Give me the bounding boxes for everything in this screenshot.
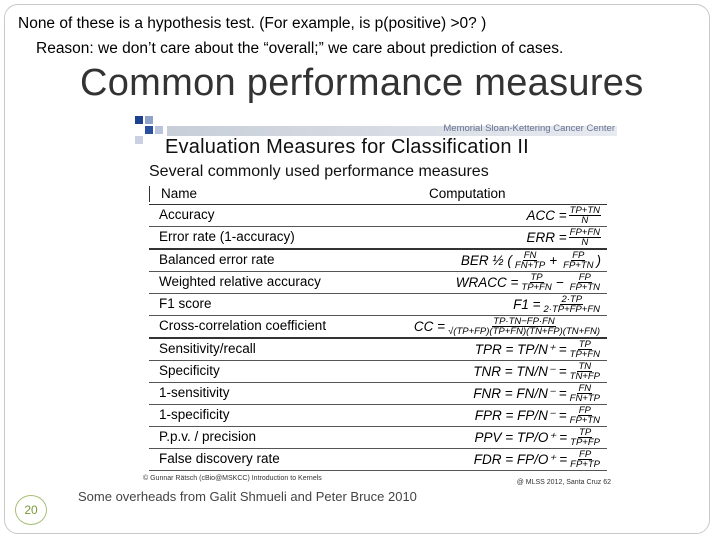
denominator: N — [581, 215, 589, 226]
denominator: FP+TN — [569, 282, 600, 293]
measure-name: 1-sensitivity — [159, 385, 230, 400]
institution-label: Memorial Sloan-Kettering Cancer Center — [443, 123, 615, 134]
measure-name: Accuracy — [159, 207, 215, 222]
fraction — [569, 273, 601, 292]
fraction — [543, 295, 602, 314]
denominator: TN+FP — [569, 371, 600, 382]
denominator: FN+TP — [569, 393, 600, 404]
table-divider — [149, 186, 150, 202]
fraction — [569, 362, 601, 381]
page-number: 20 — [24, 503, 38, 517]
table-row — [149, 405, 607, 427]
fraction — [514, 251, 546, 270]
denominator: 2·TP+FP+FN — [543, 304, 600, 315]
operator: + — [549, 253, 558, 268]
table-row — [149, 205, 607, 227]
denominator: N — [581, 237, 589, 248]
measure-name: Specificity — [159, 363, 220, 378]
embedded-title: Evaluation Measures for Classification II — [165, 136, 529, 158]
table-row — [149, 383, 607, 405]
footer-right: @ MLSS 2012, Santa Cruz 62 — [516, 479, 611, 486]
table-row — [149, 227, 607, 250]
table-row — [149, 294, 607, 316]
header-computation: Computation — [429, 186, 506, 201]
decor-square — [135, 116, 143, 124]
numerator: FN — [578, 383, 592, 394]
denominator: FN+TP — [514, 260, 546, 271]
measure-formula — [414, 316, 601, 337]
measure-name: 1-specificity — [159, 407, 230, 422]
table-row — [149, 339, 607, 361]
measure-name: False discovery rate — [159, 451, 280, 466]
measure-name: F1 score — [159, 296, 212, 311]
measure-formula — [513, 294, 601, 315]
fraction — [569, 228, 601, 247]
formula-lhs: F1 = — [513, 297, 541, 312]
decor-square — [145, 116, 153, 124]
embedded-slide-image — [135, 114, 617, 494]
denominator: √(TP+FP)(TP+FN)(TN+FP)(TN+FN) — [448, 326, 600, 337]
fraction — [562, 251, 594, 270]
denominator: FP+TP — [570, 459, 600, 470]
fraction — [569, 428, 601, 447]
measure-formula — [475, 427, 602, 448]
source-note: Some overheads from Galit Shmueli and Peter Bruce 2010 — [78, 489, 417, 504]
formula-lhs: WRACC = — [455, 275, 519, 290]
formula-lhs: FPR = FP/N⁻ = — [474, 407, 567, 423]
denominator: TP+FN — [569, 349, 600, 360]
measure-formula — [474, 449, 601, 470]
denominator: TP+FP — [570, 437, 600, 448]
measure-formula — [473, 361, 601, 382]
denominator: FP+TN — [563, 260, 594, 271]
fraction — [520, 273, 552, 292]
table-row — [149, 250, 607, 272]
decor-square — [135, 136, 143, 144]
numerator: 2·TP — [561, 294, 583, 305]
numerator: TP·TN−FP·FN — [493, 316, 555, 327]
formula-lhs: TPR = TP/N⁺ = — [474, 341, 567, 357]
decor-square — [155, 126, 163, 134]
formula-lhs: BER ½ ( — [460, 253, 512, 268]
table-row — [149, 449, 607, 471]
fraction — [569, 406, 601, 425]
fraction — [569, 384, 601, 403]
formula-lhs: PPV = TP/O⁺ = — [474, 429, 568, 445]
embedded-subtitle: Several commonly used performance measures — [149, 163, 489, 180]
fraction — [569, 206, 601, 225]
table-row — [149, 272, 607, 294]
fraction — [569, 340, 601, 359]
footer-left: © Gunnar Rätsch (cBio@MSKCC) Introduction to Kernels — [143, 475, 322, 482]
measure-formula — [475, 339, 601, 360]
numerator: FN — [523, 250, 537, 261]
table-row — [149, 427, 607, 449]
formula-lhs: FDR = FP/O⁺ = — [473, 451, 568, 467]
numerator: FP — [572, 250, 585, 261]
note-line-1: None of these is a hypothesis test. (For example, is p(positive) >0? ) — [18, 15, 487, 32]
formula-lhs: FNR = FN/N⁻ = — [473, 385, 567, 401]
table-row — [149, 316, 607, 339]
measure-formula — [475, 405, 601, 426]
denominator: FP+TN — [569, 415, 600, 426]
measure-formula — [461, 250, 601, 271]
measure-name: P.p.v. / precision — [159, 429, 257, 444]
fraction — [447, 317, 601, 336]
measure-formula — [527, 205, 602, 226]
measure-name: Weighted relative accuracy — [159, 274, 321, 289]
measure-name: Sensitivity/recall — [159, 341, 256, 356]
slide-title: Common performance measures — [80, 62, 644, 104]
table-row — [149, 361, 607, 383]
numerator: TP+TN — [569, 205, 600, 216]
measure-formula — [456, 272, 601, 293]
header-name: Name — [161, 186, 198, 201]
page-number-badge — [15, 495, 47, 525]
measure-name: Cross-correlation coefficient — [159, 318, 327, 333]
decor-square — [145, 126, 153, 134]
table-header — [149, 184, 607, 205]
formula-lhs: TNR = TN/N⁻ = — [473, 363, 567, 379]
numerator: FP — [578, 272, 591, 283]
measure-name: Error rate (1-accuracy) — [159, 229, 295, 244]
numerator: FP+FN — [569, 227, 600, 238]
operator: − — [555, 275, 564, 290]
note-line-2: Reason: we don’t care about the “overall;” we care about prediction of cases. — [36, 40, 564, 57]
formula-lhs: CC = — [413, 319, 446, 334]
numerator: TP — [530, 272, 543, 283]
numerator: TP — [578, 339, 591, 350]
formula-lhs: ACC = — [526, 208, 567, 223]
numerator: FP — [579, 449, 592, 460]
numerator: TP — [579, 427, 592, 438]
numerator: FP — [578, 405, 591, 416]
measures-table — [149, 184, 607, 471]
numerator: TN — [578, 361, 592, 372]
measure-formula — [473, 383, 601, 404]
measure-formula — [527, 227, 602, 248]
denominator: TP+FN — [521, 282, 552, 293]
fraction — [569, 450, 601, 469]
formula-tail: ) — [596, 253, 601, 268]
measure-name: Balanced error rate — [159, 252, 275, 267]
formula-lhs: ERR = — [526, 230, 567, 245]
